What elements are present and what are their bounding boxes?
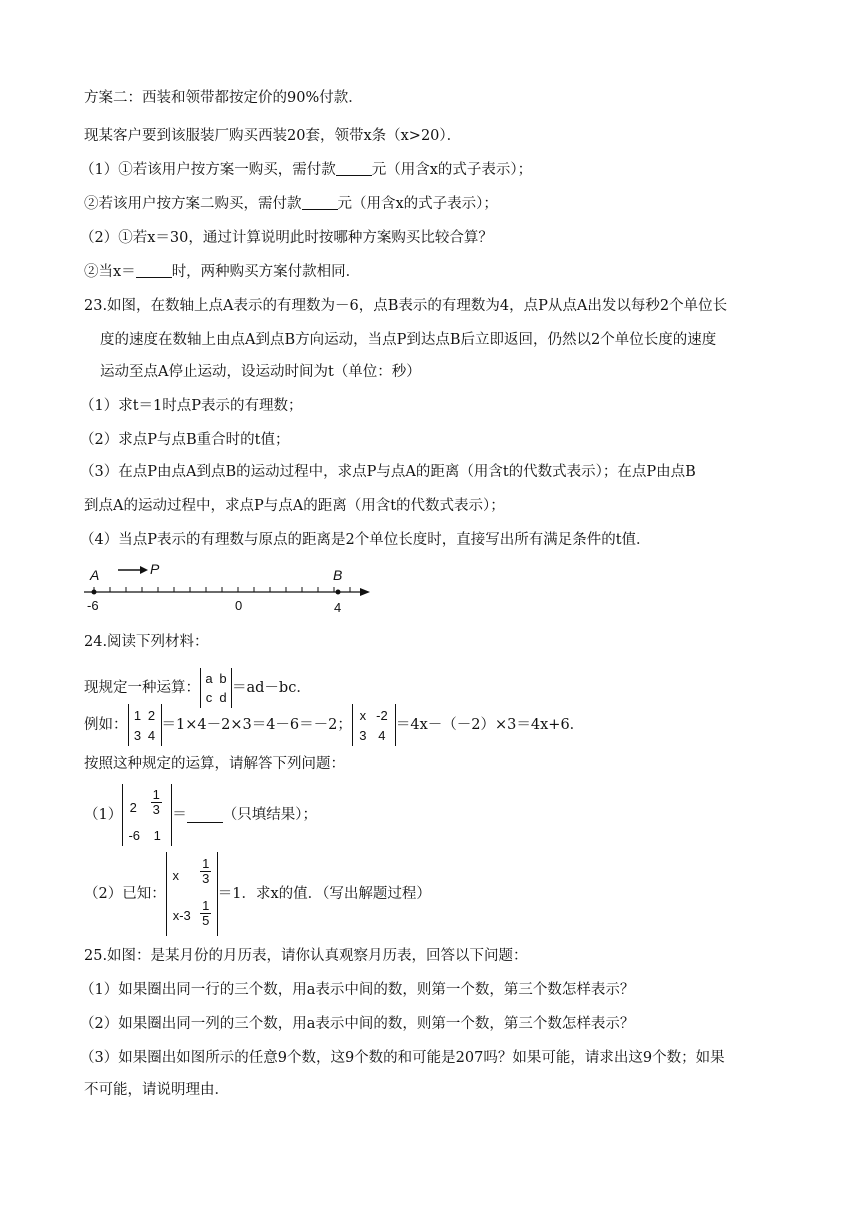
det-cell: c xyxy=(205,690,213,705)
det-cell: -6 xyxy=(128,828,141,843)
determinant-example-2 xyxy=(352,704,396,746)
det-cell: 4 xyxy=(147,728,156,743)
q22-line-1: 方案二：西装和领带都按定价的90%付款． xyxy=(84,90,363,106)
q22-part1-2-text-a: ②若该用户按方案二购买，需付款 xyxy=(84,196,302,212)
q24-p2-prefix: （2）已知： xyxy=(84,886,166,902)
q24-line-1: 24.阅读下列材料： xyxy=(84,634,209,650)
q25-part-1: （1）如果圈出同一行的三个数，用a表示中间的数，则第一个数，第三个数怎样表示？ xyxy=(80,982,635,998)
q25-part-3a: （3）如果圈出如图所示的任意9个数，这9个数的和可能是207吗？如果可能，请求出这9个数；如果 xyxy=(80,1050,725,1066)
det-cell-fraction: $\frac{1}{3}$ xyxy=(202,856,210,886)
q24-p2-suffix: ＝1．求x的值．（写出解题过程） xyxy=(217,886,431,902)
det-cell: x xyxy=(359,708,367,723)
label-a: A xyxy=(90,567,100,583)
det-cell: 1 xyxy=(153,828,161,843)
answer-blank[interactable] xyxy=(336,161,372,176)
label-p: P xyxy=(150,561,160,577)
q24-p1-suffix: （只填结果）； xyxy=(222,807,317,823)
det-cell: -2 xyxy=(376,708,388,723)
q23-part-3a: （3）在点P由点A到点B的运动过程中，求点P与点A的距离（用含t的代数式表示）；在点P由点B xyxy=(80,464,696,480)
motion-arrow-head xyxy=(140,566,148,574)
det-cell: x-3 xyxy=(172,908,191,923)
q24-definition xyxy=(84,668,311,708)
q23-part-4: （4）当点P表示的有理数与原点的距离是2个单位长度时，直接写出所有满足条件的t值． xyxy=(80,532,651,548)
q24-part-2 xyxy=(84,852,431,938)
answer-blank[interactable] xyxy=(136,263,172,278)
q22-part2-1: （2）①若x＝30，通过计算说明此时按哪种方案购买比较合算？ xyxy=(80,230,493,246)
q24-def-prefix: 现规定一种运算： xyxy=(84,680,200,696)
q22-part1-1 xyxy=(80,160,532,180)
det-cell: x xyxy=(172,868,179,883)
q22-part2-2-text-b: 时，两种购买方案付款相同． xyxy=(171,264,361,280)
q25-line-1: 25.如图：是某月份的月历表，请你认真观察月历表，回答以下问题： xyxy=(84,948,528,964)
det-cell: 3 xyxy=(133,728,142,743)
determinant-part-2 xyxy=(166,852,218,936)
q24-ex1-result: ＝1×4－2×3＝4－6＝－2； xyxy=(161,717,352,733)
determinant-example-1 xyxy=(128,704,162,746)
determinant-part-1 xyxy=(122,784,172,846)
det-cell-fraction: $\frac{1}{3}$ xyxy=(152,787,160,817)
det-cell: a xyxy=(205,671,213,686)
tick-label-neg6: -6 xyxy=(87,598,99,613)
q22-line-2: 现某客户要到该服装厂购买西装20套，领带x条（x>20）． xyxy=(84,128,462,144)
answer-blank[interactable] xyxy=(187,808,223,823)
q22-part2-2 xyxy=(84,262,360,282)
q22-part2-2-text-a: ②当x＝ xyxy=(84,264,136,280)
q22-part1-1-text-a: （1）①若该用户按方案一购买，需付款 xyxy=(80,162,336,178)
q23-line-3: 运动至点A停止运动，设运动时间为t（单位：秒） xyxy=(100,364,421,380)
q23-part-2: （2）求点P与点B重合时的t值； xyxy=(80,432,290,448)
q23-part-3b: 到点A的运动过程中，求点P与点A的距离（用含t的代数式表示）； xyxy=(84,498,505,514)
det-cell: 2 xyxy=(129,800,137,815)
number-line-figure xyxy=(80,558,380,618)
answer-blank[interactable] xyxy=(302,195,338,210)
determinant-abcd xyxy=(200,668,232,708)
det-cell: 4 xyxy=(378,728,386,743)
tick-label-4: 4 xyxy=(334,600,342,615)
q22-part1-1-text-b: 元（用含x的式子表示）； xyxy=(371,162,533,178)
q23-line-1: 23.如图，在数轴上点A表示的有理数为－6，点B表示的有理数为4，点P从点A出发以每秒2个单位长 xyxy=(84,298,728,314)
axis-ticks xyxy=(94,587,350,592)
equals-sign: ＝ xyxy=(172,807,187,823)
q25-part-2: （2）如果圈出同一列的三个数，用a表示中间的数，则第一个数，第三个数怎样表示？ xyxy=(80,1016,635,1032)
point-a-dot xyxy=(92,590,97,595)
det-cell: b xyxy=(219,671,227,686)
q25-part-3b: 不可能，请说明理由． xyxy=(84,1082,229,1098)
det-cell: 2 xyxy=(147,708,156,723)
q22-part1-2-text-b: 元（用含x的式子表示）； xyxy=(337,196,498,212)
q24-part-1 xyxy=(84,784,317,848)
axis-arrow xyxy=(360,588,370,596)
det-cell-fraction: $\frac{1}{5}$ xyxy=(202,898,210,928)
point-b-dot xyxy=(336,590,341,595)
q24-example xyxy=(84,704,584,746)
det-cell: 3 xyxy=(359,728,367,743)
q22-part1-2 xyxy=(84,194,498,214)
q23-line-2: 度的速度在数轴上由点A到点B方向运动，当点P到达点B后立即返回，仍然以2个单位长度的速度 xyxy=(100,332,717,348)
q24-ex2-result: ＝4x－（－2）×3＝4x+6． xyxy=(395,717,585,733)
tick-label-0: 0 xyxy=(235,598,243,613)
q23-part-1: （1）求t＝1时点P表示的有理数； xyxy=(80,398,303,414)
det-cell: d xyxy=(219,690,227,705)
q24-p1-prefix: （1） xyxy=(84,807,123,823)
q24-ex-prefix: 例如： xyxy=(84,717,128,733)
label-b: B xyxy=(333,567,343,583)
q24-def-result: ＝ad－bc． xyxy=(232,680,311,696)
q24-line-3: 按照这种规定的运算，请解答下列问题： xyxy=(84,756,345,772)
det-cell: 1 xyxy=(133,708,142,723)
